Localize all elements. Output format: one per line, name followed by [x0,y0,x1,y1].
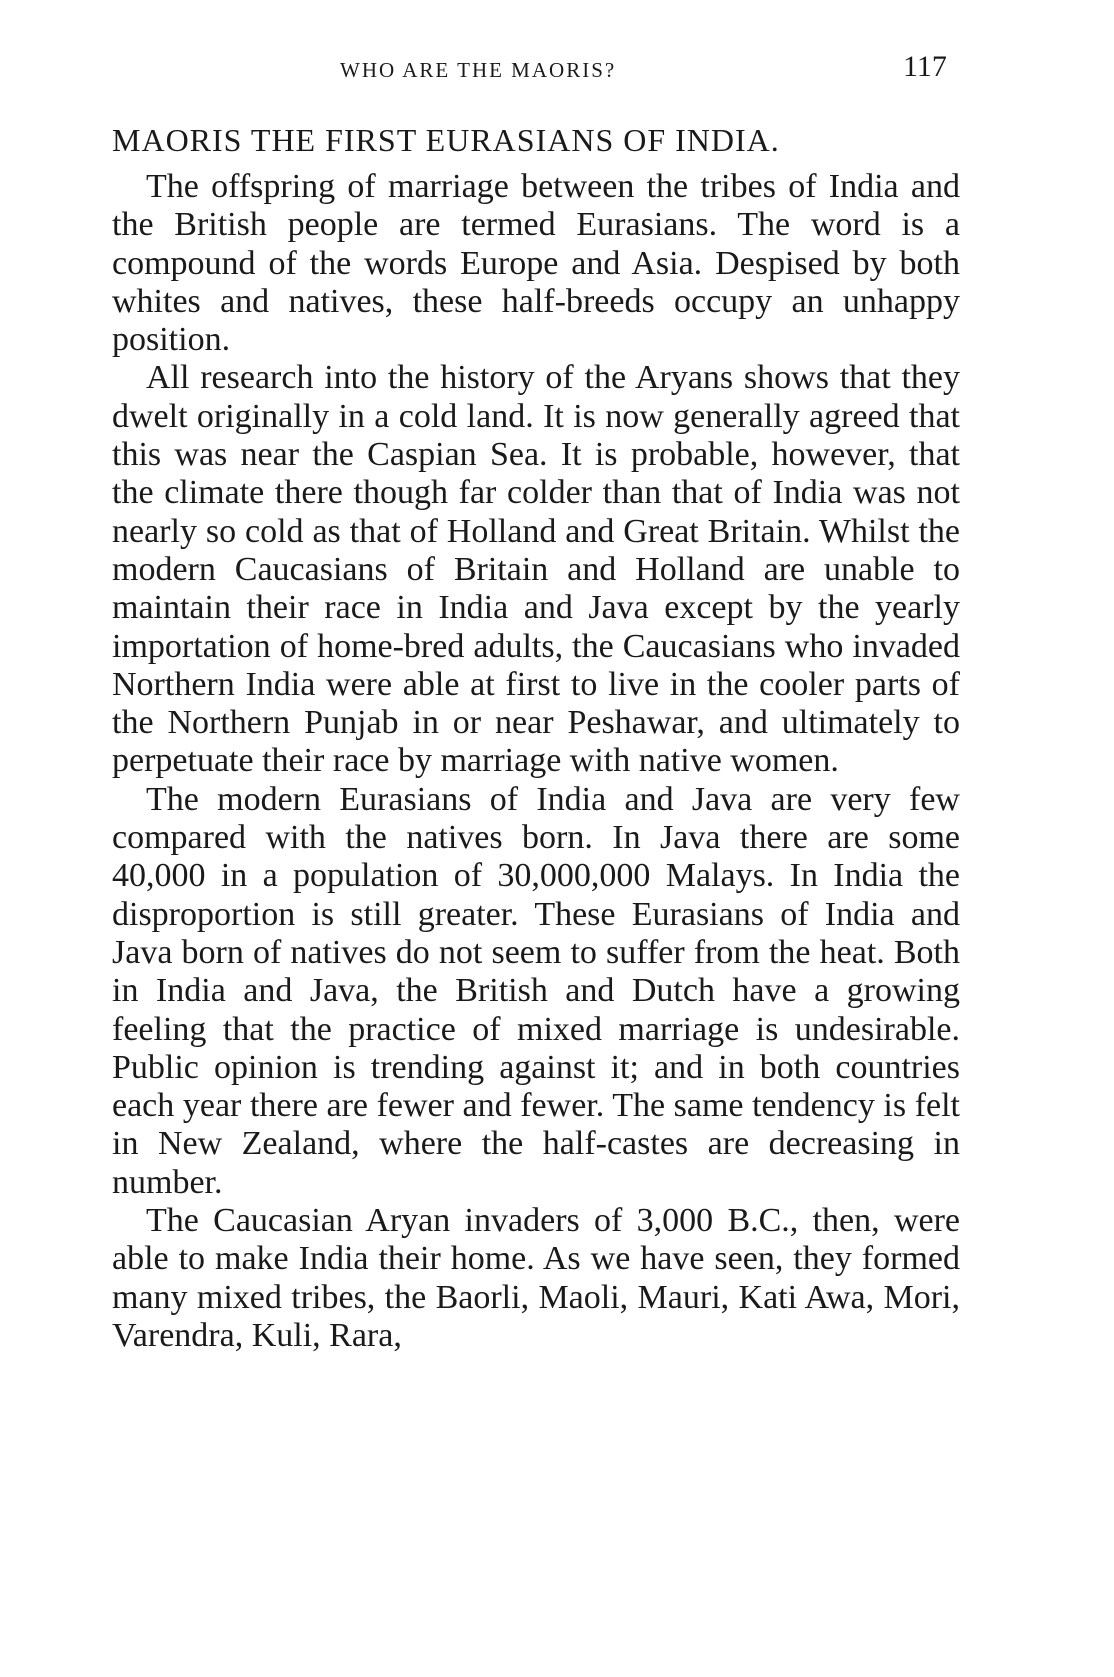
paragraph-eurasians-definition: The offspring of marriage between the tribes of India and the British people are termed Eurasians. The word is a compound of the words Europe and Asia. Despised by both whites and natives, these half-breeds occupy an unhappy position. [112,168,960,359]
page-number: 117 [903,50,947,83]
paragraph-aryan-invaders: The Caucasian Aryan invaders of 3,000 B.C., then, were able to make India their home. As we have seen, they formed many mixed tribes, the Baorli, Maoli, Mauri, Kati Awa, Mori, Varendra, Kuli, Rara, [112,1202,960,1354]
paragraph-modern-eurasians: The modern Eurasians of India and Java are very few compared with the natives born. In Java there are some 40,000 in a population of 30,000,000 Malays. In India the disproportion is still greater. These Eurasians of India and Java born of natives do not seem to suffer from the heat. Both in India and Java, the British and Dutch have a growing feeling that the practice of mixed marriage is undesirable. Public opinion is trending against it; and in both countries each year there are fewer and fewer. The same tendency is felt in New Zealand, where the half-castes are decreasing in number. [112,780,960,1201]
paragraph-aryan-origins: All research into the history of the Aryans shows that they dwelt originally in a cold land. It is now generally agreed that this was near the Caspian Sea. It is probable, however, that the climate there though far colder than that of India was not nearly so cold as that of Holland and Great Britain. Whilst the modern Caucasians of Britain and Holland are unable to maintain their race in India and Java except by the yearly importation of home-bred adults, the Caucasians who invaded Northern India were able at first to live in the cooler parts of the Northern Punjab in or near Peshawar, and ultimately to perpetuate their race by marriage with native women. [112,359,960,780]
section-heading: MAORIS THE FIRST EURASIANS OF INDIA. [112,122,780,158]
running-head: WHO ARE THE MAORIS? [340,58,617,82]
body-text [112,168,960,1355]
